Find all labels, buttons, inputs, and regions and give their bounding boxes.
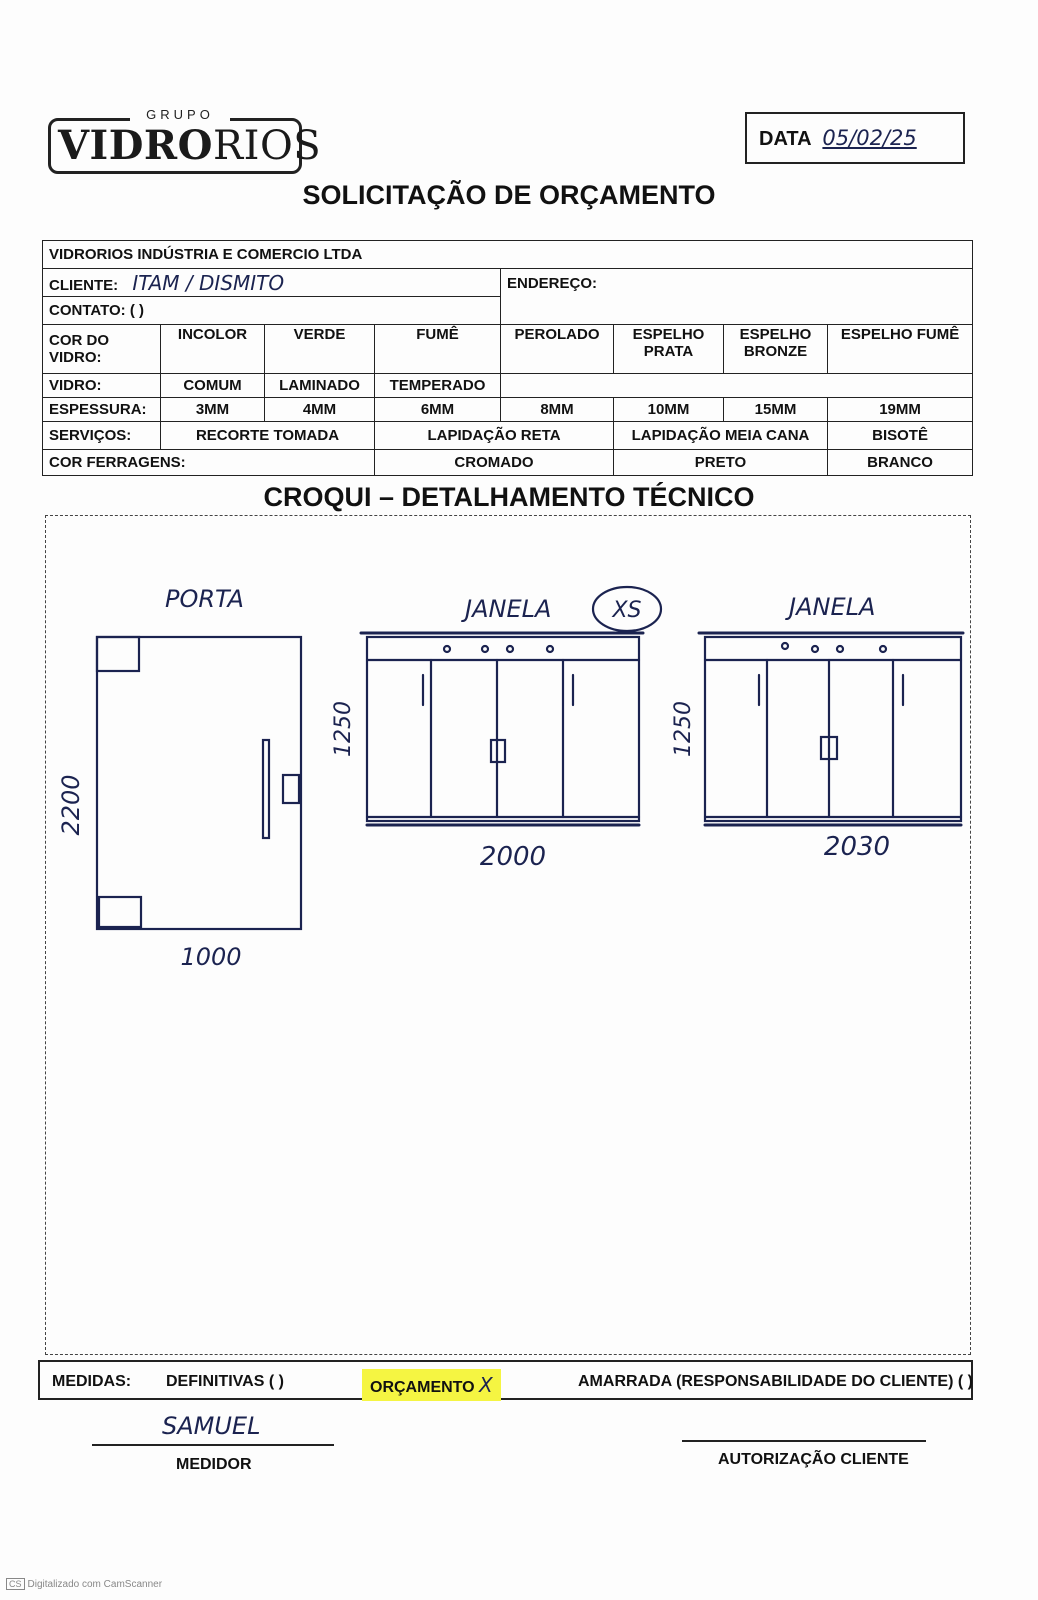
- cor-option-incolor[interactable]: INCOLOR: [161, 325, 265, 373]
- ferragem-option-cromado[interactable]: CROMADO: [375, 449, 614, 475]
- door-drawing: [97, 637, 301, 929]
- espessura-option-6mm[interactable]: 6MM: [375, 397, 501, 421]
- door-width: 1000: [180, 943, 242, 971]
- espessura-option-19mm[interactable]: 19MM: [828, 397, 973, 421]
- cor-option-verde[interactable]: VERDE: [265, 325, 375, 373]
- window-xs-label: JANELA: [465, 595, 552, 623]
- window-width: 2030: [823, 832, 891, 862]
- logo-grupo: GRUPO: [130, 107, 230, 122]
- endereco-field[interactable]: [501, 269, 973, 325]
- window-xs-width: 2000: [479, 842, 547, 872]
- servico-option-lapidacao-meia-cana[interactable]: LAPIDAÇÃO MEIA CANA: [614, 421, 828, 449]
- medidor-label: MEDIDOR: [176, 1456, 252, 1473]
- vidro-label: VIDRO:: [43, 373, 161, 397]
- orcamento-label: ORÇAMENTO: [370, 1379, 475, 1396]
- page-title: SOLICITAÇÃO DE ORÇAMENTO: [302, 180, 716, 210]
- orcamento-option[interactable]: [362, 1369, 501, 1401]
- medidas-bar: [38, 1360, 973, 1400]
- contato-field[interactable]: [43, 297, 501, 325]
- date-label: DATA: [759, 128, 811, 150]
- autorizacao-label: AUTORIZAÇÃO CLIENTE: [718, 1451, 909, 1468]
- window-label: JANELA: [789, 593, 876, 621]
- date-box: [745, 112, 965, 164]
- logo-brand-light: RIOS: [213, 123, 322, 169]
- espessura-label: ESPESSURA:: [43, 397, 161, 421]
- cor-do-vidro-label: COR DO VIDRO:: [43, 325, 161, 373]
- cor-option-espelho-fume[interactable]: ESPELHO FUMÊ: [828, 325, 973, 373]
- amarrada-option[interactable]: AMARRADA (RESPONSABILIDADE DO CLIENTE) ( ): [578, 1373, 973, 1390]
- scanner-text: Digitalizado com CamScanner: [27, 1579, 163, 1590]
- cor-option-espelho-bronze[interactable]: ESPELHO BRONZE: [724, 325, 828, 373]
- company-name: VIDRORIOS INDÚSTRIA E COMERCIO LTDA: [43, 241, 973, 269]
- medidor-signature: SAMUEL: [162, 1412, 261, 1440]
- servico-option-lapidacao-reta[interactable]: LAPIDAÇÃO RETA: [375, 421, 614, 449]
- espessura-option-4mm[interactable]: 4MM: [265, 397, 375, 421]
- espessura-option-8mm[interactable]: 8MM: [501, 397, 614, 421]
- cor-option-perolado[interactable]: PEROLADO: [501, 325, 614, 373]
- definitivas-option[interactable]: DEFINITIVAS ( ): [166, 1373, 284, 1390]
- autorizacao-signature-line: [682, 1440, 926, 1442]
- order-form-table: [42, 240, 973, 476]
- vidro-option-laminado[interactable]: LAMINADO: [265, 373, 375, 397]
- espessura-option-3mm[interactable]: 3MM: [161, 397, 265, 421]
- scanner-watermark: [6, 1578, 162, 1590]
- orcamento-mark: X: [479, 1373, 493, 1397]
- date-value: 05/02/25: [822, 126, 917, 150]
- logo-brand-bold: VIDRO: [58, 122, 214, 169]
- camscanner-icon: CS: [6, 1578, 25, 1590]
- door-label: PORTA: [165, 585, 244, 613]
- croqui-sketch: [45, 515, 971, 1355]
- servico-option-recorte-tomada[interactable]: RECORTE TOMADA: [161, 421, 375, 449]
- window-xs-height: 1250: [331, 701, 356, 757]
- contato-label: CONTATO: ( ): [49, 302, 144, 320]
- ferragem-option-preto[interactable]: PRETO: [614, 449, 828, 475]
- ferragens-label: COR FERRAGENS:: [43, 449, 375, 475]
- logo: [58, 122, 321, 169]
- endereco-label: ENDEREÇO:: [507, 275, 598, 293]
- vidro-option-comum[interactable]: COMUM: [161, 373, 265, 397]
- espessura-option-15mm[interactable]: 15MM: [724, 397, 828, 421]
- vidro-empty-cell: [501, 373, 973, 397]
- window-drawing: [699, 633, 963, 825]
- cliente-value: ITAM / DISMITO: [132, 270, 285, 295]
- vidro-option-temperado[interactable]: TEMPERADO: [375, 373, 501, 397]
- cor-option-espelho-prata[interactable]: ESPELHO PRATA: [614, 325, 724, 373]
- window-height: 1250: [671, 701, 696, 757]
- cor-option-fume[interactable]: FUMÊ: [375, 325, 501, 373]
- servico-option-bisote[interactable]: BISOTÊ: [828, 421, 973, 449]
- door-height: 2200: [57, 774, 85, 836]
- medidas-label: MEDIDAS:: [52, 1373, 132, 1390]
- croqui-title: CROQUI – DETALHAMENTO TÉCNICO: [263, 482, 755, 512]
- cliente-label: CLIENTE:: [49, 276, 119, 294]
- cliente-field[interactable]: [43, 269, 501, 297]
- servicos-label: SERVIÇOS:: [43, 421, 161, 449]
- espessura-option-10mm[interactable]: 10MM: [614, 397, 724, 421]
- window-xs-mark: XS: [612, 598, 642, 623]
- medidor-signature-line: [92, 1444, 334, 1446]
- ferragem-option-branco[interactable]: BRANCO: [828, 449, 973, 475]
